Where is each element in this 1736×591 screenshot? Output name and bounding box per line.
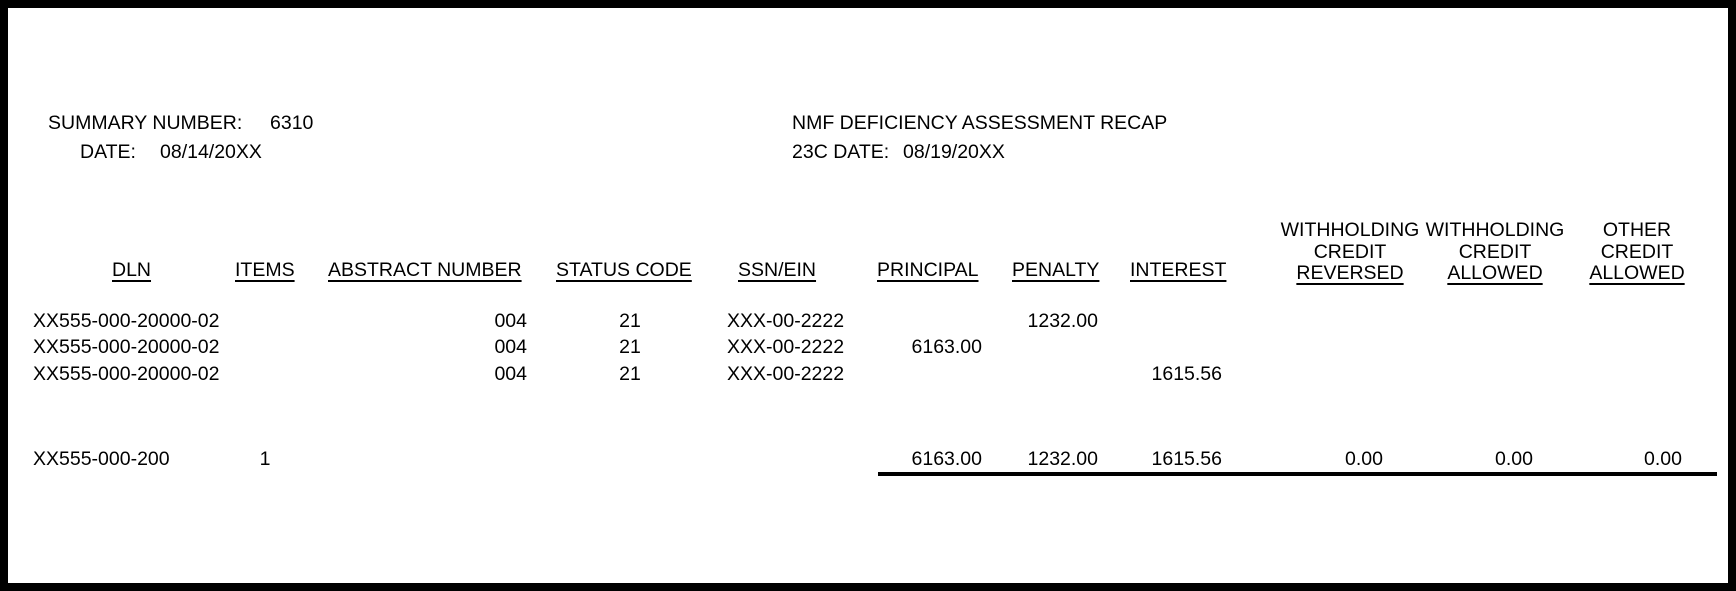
- row-status-code: 21: [619, 336, 641, 358]
- total-withholding-credit-allowed: 0.00: [1495, 448, 1533, 470]
- summary-number-label: SUMMARY NUMBER:: [48, 112, 243, 134]
- row-status-code: 21: [619, 310, 641, 332]
- column-header-other-credit-allowed: [1552, 220, 1722, 285]
- column-header-interest: INTEREST: [1130, 259, 1227, 281]
- row-principal: 6163.00: [911, 336, 982, 358]
- total-penalty: 1232.00: [1027, 448, 1098, 470]
- row-ssn-ein: XXX-00-2222: [727, 363, 845, 385]
- row-abstract-number: 004: [494, 336, 527, 358]
- column-header-abstract-number: ABSTRACT NUMBER: [328, 259, 522, 281]
- column-header-status-code: STATUS CODE: [556, 259, 692, 281]
- header-line: ALLOWED: [1447, 262, 1543, 284]
- total-other-credit-allowed: 0.00: [1644, 448, 1682, 470]
- column-header-dln: DLN: [112, 259, 152, 281]
- column-header-ssn-ein: SSN/EIN: [738, 259, 817, 281]
- total-dln: XX555-000-200: [33, 448, 170, 470]
- row-status-code: 21: [619, 363, 641, 385]
- header-line: WITHHOLDING: [1425, 219, 1565, 241]
- header-line: REVERSED: [1296, 262, 1404, 284]
- header-line: ALLOWED: [1589, 262, 1685, 284]
- header-line: CREDIT: [1313, 240, 1387, 263]
- c23-date-label: 23C DATE:: [792, 141, 890, 163]
- header-line: CREDIT: [1600, 240, 1674, 263]
- header-line: CREDIT: [1458, 240, 1532, 263]
- date-label: DATE:: [80, 141, 136, 163]
- row-abstract-number: 004: [494, 310, 527, 332]
- row-ssn-ein: XXX-00-2222: [727, 310, 845, 332]
- c23-date-value: 08/19/20XX: [903, 141, 1005, 163]
- row-abstract-number: 004: [494, 363, 527, 385]
- summary-number-value: 6310: [270, 112, 314, 134]
- row-interest: 1615.56: [1151, 363, 1222, 385]
- row-dln: XX555-000-20000-02: [33, 363, 220, 385]
- header-line: OTHER: [1602, 219, 1672, 241]
- totals-rule: [878, 472, 1717, 476]
- column-header-principal: PRINCIPAL: [877, 259, 979, 281]
- row-penalty: 1232.00: [1027, 310, 1098, 332]
- column-header-penalty: PENALTY: [1012, 259, 1100, 281]
- row-dln: XX555-000-20000-02: [33, 336, 220, 358]
- total-withholding-credit-reversed: 0.00: [1345, 448, 1383, 470]
- header-line: WITHHOLDING: [1280, 219, 1420, 241]
- total-principal: 6163.00: [911, 448, 982, 470]
- total-interest: 1615.56: [1151, 448, 1222, 470]
- row-ssn-ein: XXX-00-2222: [727, 336, 845, 358]
- total-items: 1: [259, 448, 271, 470]
- column-header-items: ITEMS: [235, 259, 295, 281]
- date-value: 08/14/20XX: [160, 141, 262, 163]
- page-title: NMF DEFICIENCY ASSESSMENT RECAP: [792, 112, 1168, 134]
- row-dln: XX555-000-20000-02: [33, 310, 220, 332]
